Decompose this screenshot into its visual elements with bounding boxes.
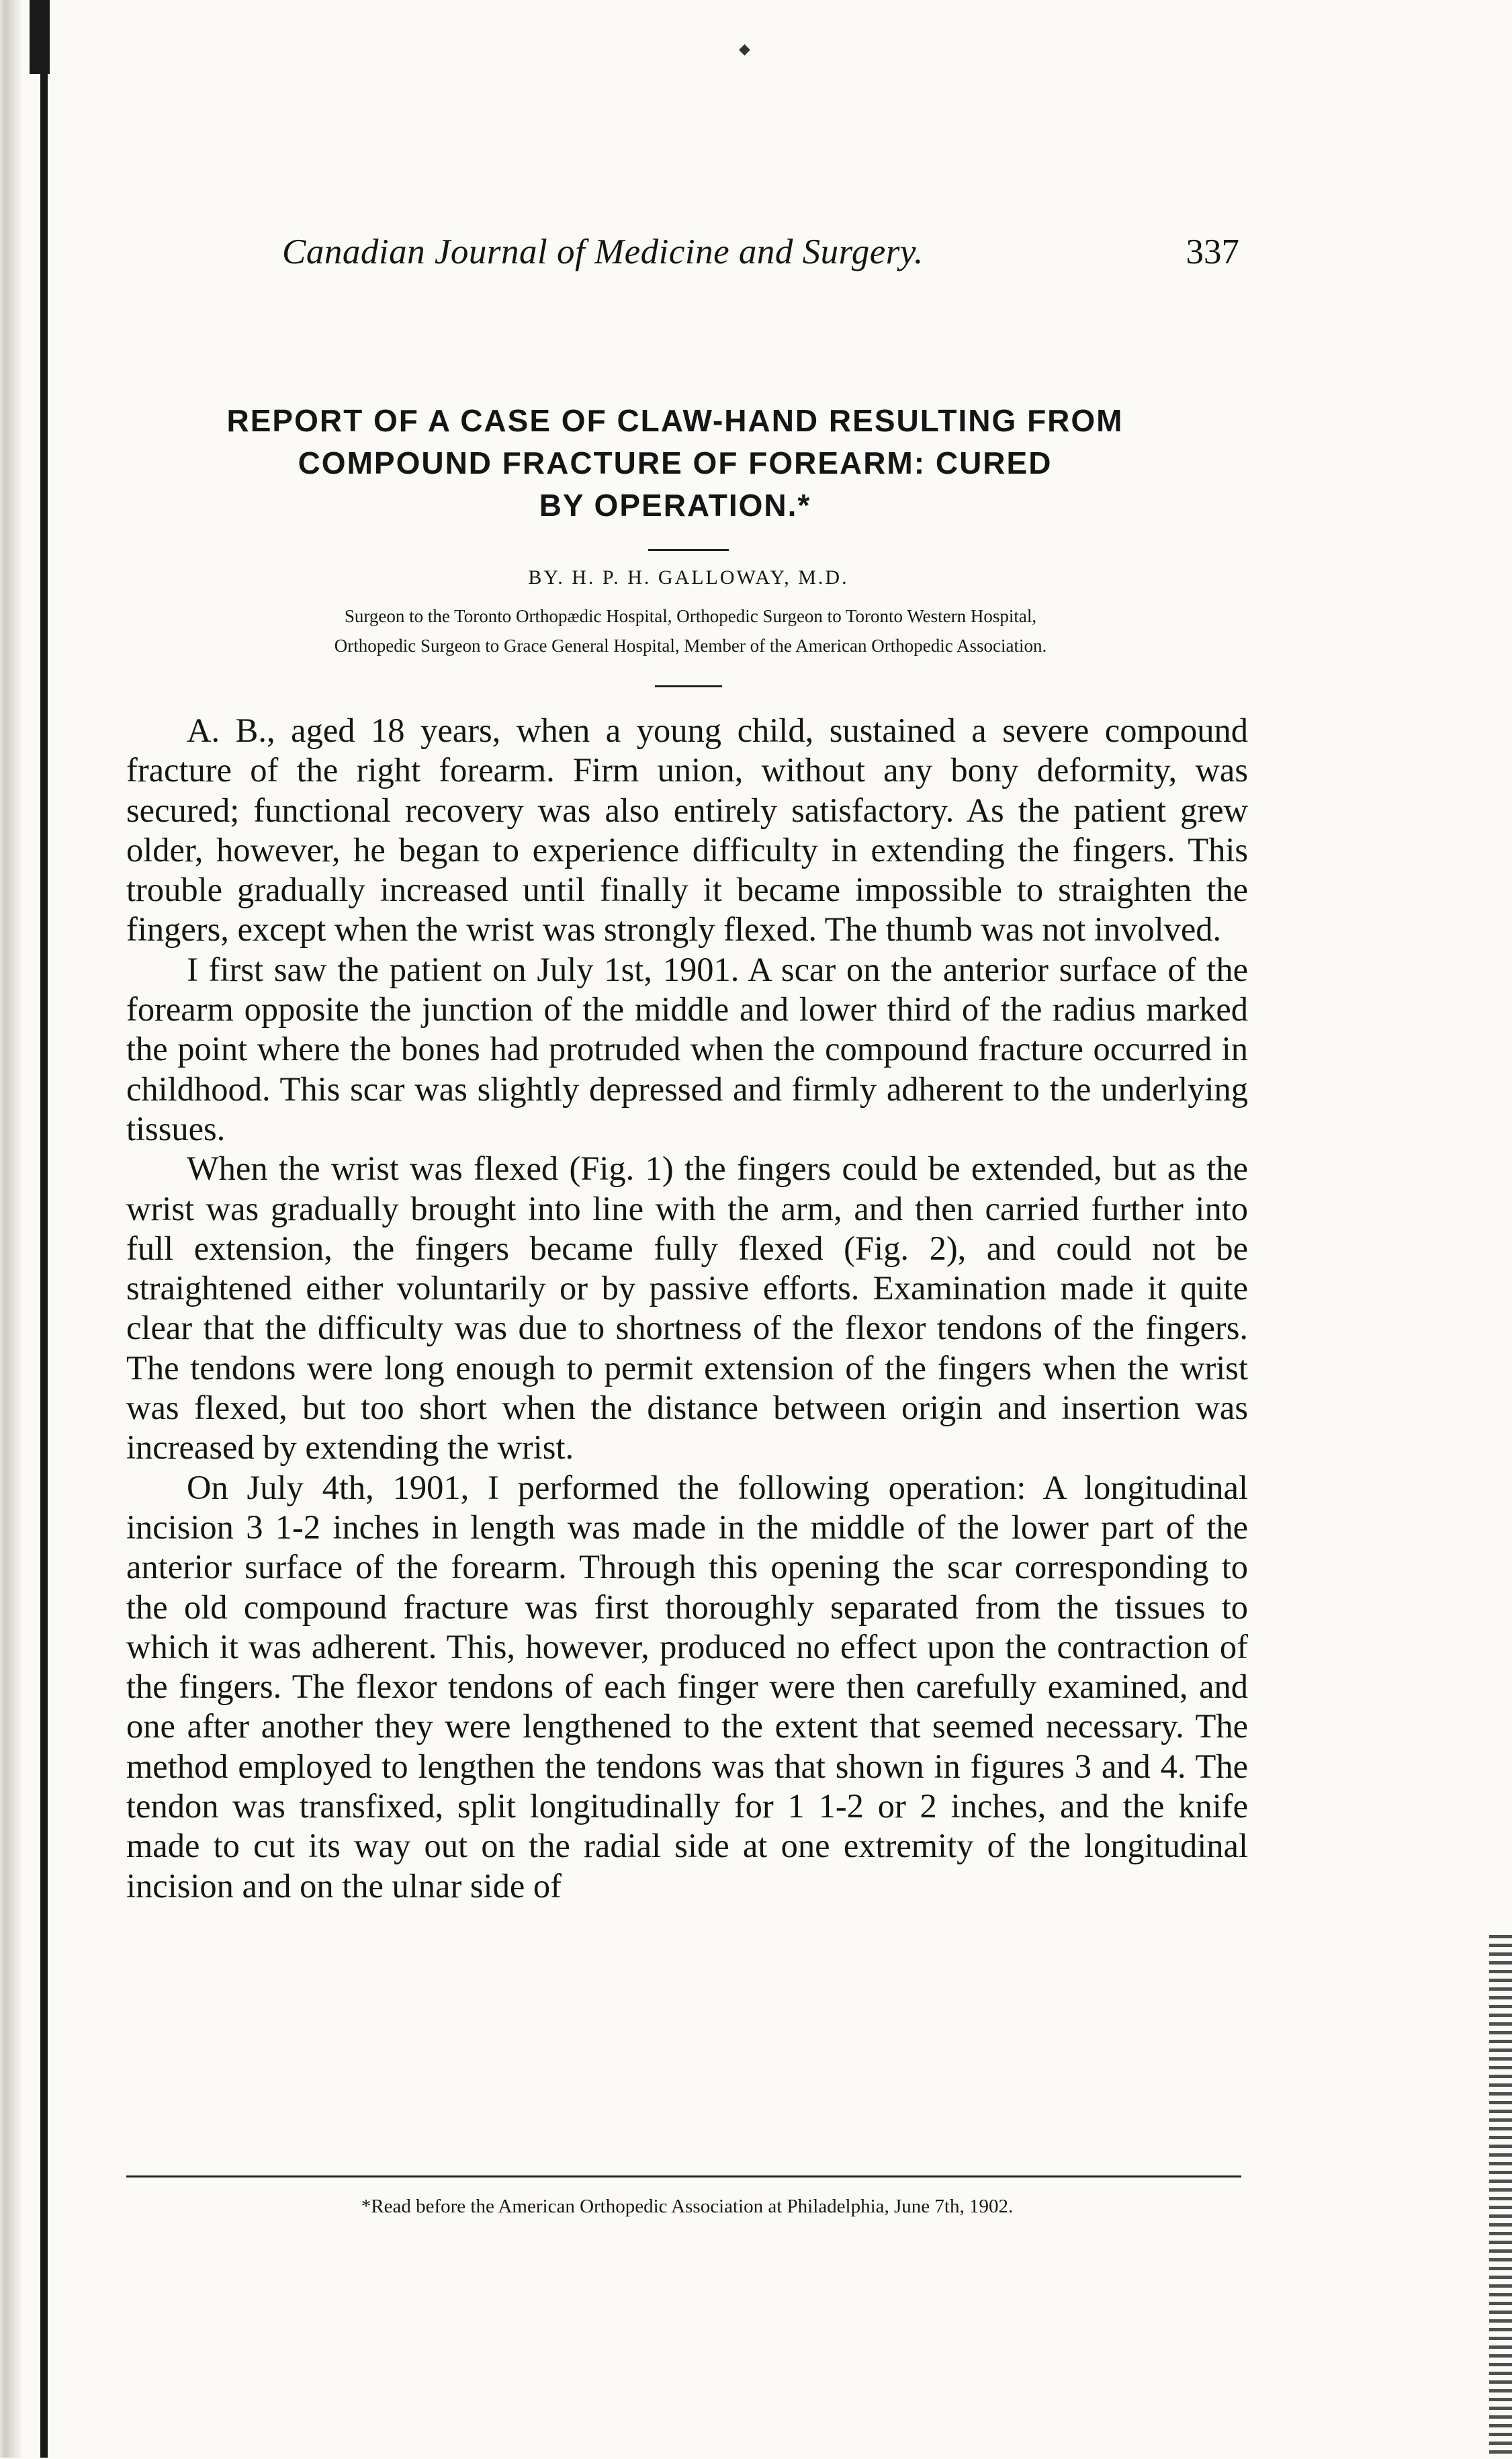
journal-title: Canadian Journal of Medicine and Surgery. xyxy=(282,232,924,271)
body-paragraph: On July 4th, 1901, I performed the following operation: A longitudinal incision 3 1-2 inches in length was made in the middle of the lower part of the anterior surface of the forearm. Through this opening the scar corresponding to the old compound fracture was first thoroughly separated from the tissues to which it was adherent. This, however, produced no effect upon the contraction of the fingers. The flexor tendons of each finger were then carefully examined, and one after another they were lengthened to the extent that seemed necessary. The method employed to lengthen the tendons was that shown in figures 3 and 4. The tendon was transfixed, split longitudinally for 1 1-2 or 2 inches, and the knife made to cut its way out on the radial side at one extremity of the longitudinal incision and on the ulnar side of xyxy=(126,1468,1248,1905)
author-affiliation xyxy=(126,601,1255,660)
running-head xyxy=(282,232,1239,286)
scan-speck: ◆ xyxy=(739,40,750,57)
footnote: *Read before the American Orthopedic Association at Philadelphia, June 7th, 1902. xyxy=(361,2196,1014,2217)
article-body xyxy=(126,711,1248,1906)
page-number: 337 xyxy=(1186,232,1239,271)
affiliation-line: Orthopedic Surgeon to Grace General Hospital, Member of the American Orthopedic Association. xyxy=(334,636,1047,656)
affiliation-divider xyxy=(655,685,722,687)
article-title-line: REPORT OF A CASE OF CLAW-HAND RESULTING FROM xyxy=(226,403,1124,438)
article-title xyxy=(107,400,1243,527)
title-divider xyxy=(648,549,729,551)
article-title-line: BY OPERATION.* xyxy=(539,488,811,523)
body-paragraph: I first saw the patient on July 1st, 1901. A scar on the anterior surface of the forearm opposite the junction of the middle and lower third of the radius marked the point where the bones had protruded when the compound fracture occurred in childhood. This scar was slightly depressed and firmly adherent to the underlying tissues. xyxy=(126,950,1248,1148)
body-paragraph: When the wrist was flexed (Fig. 1) the fingers could be extended, but as the wrist was gradually brought into line with the arm, and then carried further into full extension, the fingers became fully flexed (Fig. 2), and could not be straightened either voluntarily or by passive efforts. Examination made it quite clear that the difficulty was due to shortness of the flexor tendons of the fingers. The tendons were long enough to permit extension of the fingers when the wrist was flexed, but too short when the distance between origin and insertion was increased by extending the wrist. xyxy=(126,1150,1248,1467)
article-title-line: COMPOUND FRACTURE OF FOREARM: CURED xyxy=(298,445,1053,480)
body-paragraph: A. B., aged 18 years, when a young child, sustained a severe compound fracture of the right forearm. Firm union, without any bony deformity, was secured; functional recovery was also entirely satisfactory. As the patient grew older, however, he began to experience difficulty in extending the fingers. This trouble gradually increased until finally it became impossible to straighten the fingers, except when the wrist was strongly flexed. The thumb was not involved. xyxy=(126,711,1248,949)
affiliation-line: Surgeon to the Toronto Orthopædic Hospital, Orthopedic Surgeon to Toronto Western Hospital, xyxy=(344,606,1037,626)
footnote-divider xyxy=(126,2175,1241,2177)
author-byline: BY. H. P. H. GALLOWAY, M.D. xyxy=(528,566,849,589)
